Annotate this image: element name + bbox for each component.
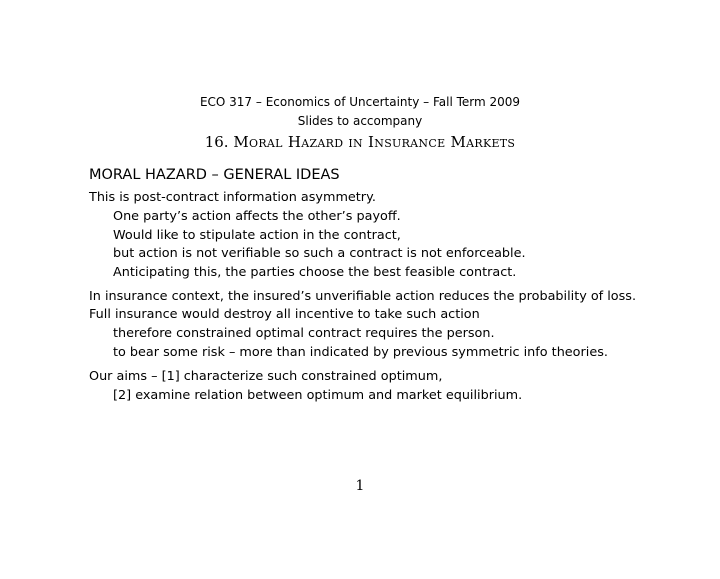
paragraph-1-line-4: but action is not verifiable so such a contract is not enforceable. — [113, 246, 526, 261]
section-heading: MORAL HAZARD – GENERAL IDEAS — [89, 167, 340, 183]
paragraph-3-line-2: [2] examine relation between optimum and market equilibrium. — [113, 388, 523, 403]
paragraph-1-line-2: One party’s action affects the other’s payoff. — [113, 209, 401, 224]
paragraph-2-line-4: to bear some risk – more than indicated by previous symmetric info theories. — [113, 345, 608, 360]
slide-title-text: Moral Hazard in Insurance Markets — [233, 133, 516, 151]
paragraph-3-line-1: Our aims – [1] characterize such constrained optimum, — [89, 369, 443, 384]
slide-title — [0, 131, 720, 153]
slide-title-number: 16. — [204, 133, 229, 151]
paragraph-2-line-3: therefore constrained optimal contract requires the person. — [113, 326, 495, 341]
subtitle-line: Slides to accompany — [297, 114, 423, 128]
paragraph-1-line-1: This is post-contract information asymmetry. — [89, 190, 376, 205]
page-number: 1 — [355, 478, 365, 494]
paragraph-1-line-5: Anticipating this, the parties choose the best feasible contract. — [113, 265, 517, 280]
paragraph-2-line-2: Full insurance would destroy all incentive to take such action — [89, 307, 480, 322]
paragraph-1-line-3: Would like to stipulate action in the contract, — [113, 228, 401, 243]
paragraph-2-line-1: In insurance context, the insured’s unverifiable action reduces the probability of loss. — [89, 289, 637, 304]
course-line: ECO 317 – Economics of Uncertainty – Fall Term 2009 — [199, 95, 521, 109]
